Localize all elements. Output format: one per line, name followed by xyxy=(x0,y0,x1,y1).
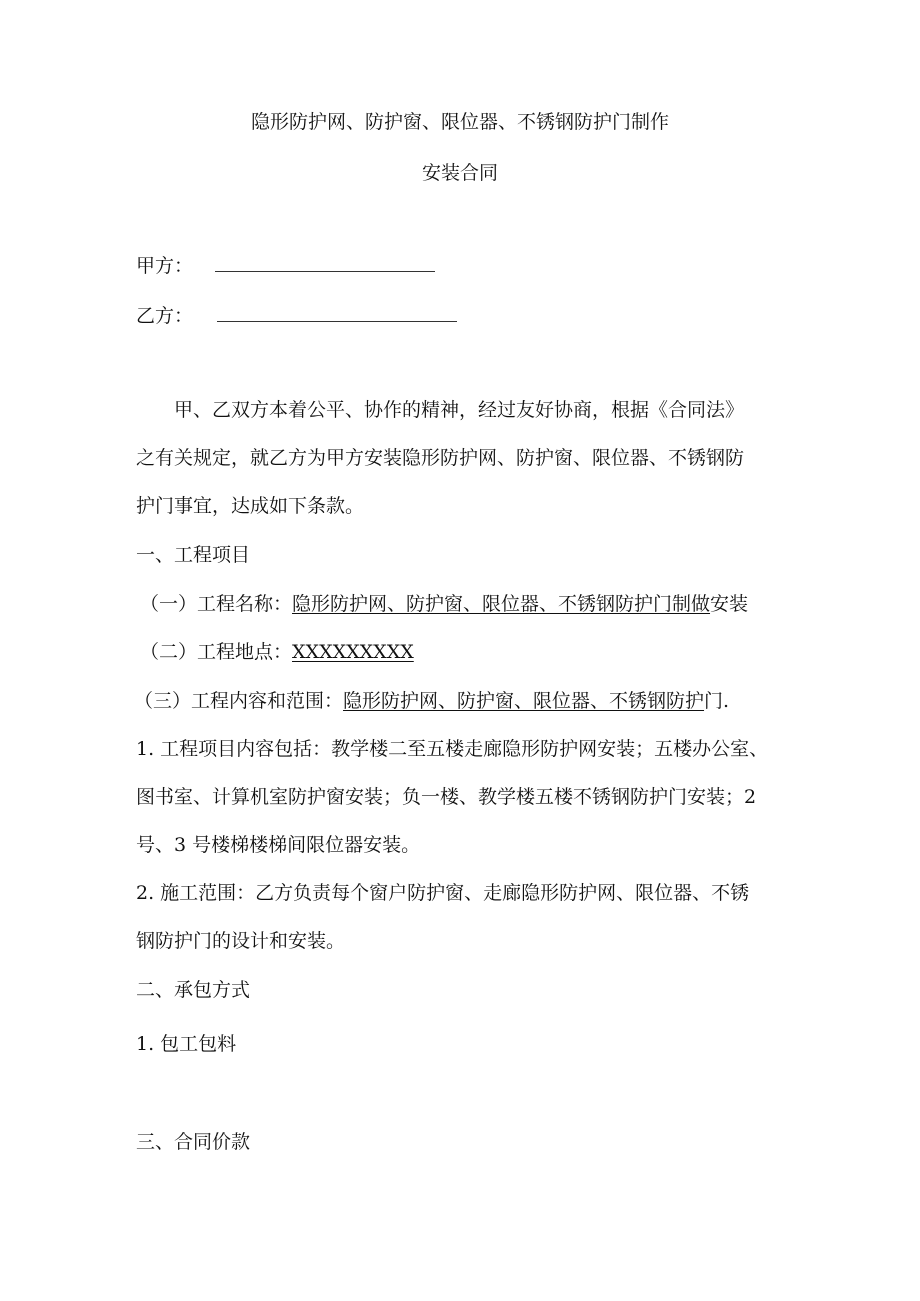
project-name-value: 隐形防护网、防护窗、限位器、不锈钢防护门制做 xyxy=(292,593,711,615)
section-3-heading: 三、合同价款 xyxy=(136,1131,251,1153)
project-scope-value: 隐形防护网、防护窗、限位器、不锈钢防护 xyxy=(343,690,705,712)
party-a-label: 甲方： xyxy=(136,255,194,277)
project-name-row xyxy=(140,592,748,616)
project-scope-label: （三）工程内容和范围： xyxy=(134,690,344,712)
intro-line3: 护门事宜，达成如下条款。 xyxy=(136,495,365,517)
party-b-label: 乙方： xyxy=(136,305,194,327)
intro-line2: 之有关规定，就乙方为甲方安装隐形防护网、防护窗、限位器、不锈钢防 xyxy=(136,447,745,469)
project-scope-row xyxy=(134,689,729,713)
scope-para-line1: 2. 施工范围：乙方负责每个窗户防护窗、走廊隐形防护网、限位器、不锈 xyxy=(136,882,750,904)
content-para-line3: 号、3 号楼梯楼梯间限位器安装。 xyxy=(136,834,421,856)
document-title-line2: 安装合同 xyxy=(421,162,498,184)
section-1-heading: 一、工程项目 xyxy=(136,544,251,566)
document-title-line1: 隐形防护网、防护窗、限位器、不锈钢防护门制作 xyxy=(250,111,669,133)
project-name-tail: 安装 xyxy=(710,593,749,615)
section-2-heading: 二、承包方式 xyxy=(136,979,251,1001)
party-b-row xyxy=(136,303,457,328)
project-location-row xyxy=(140,640,414,664)
project-scope-tail: 门. xyxy=(704,690,730,712)
party-b-blank[interactable] xyxy=(217,303,457,322)
content-para-line2: 图书室、计算机室防护窗安装；负一楼、教学楼五楼不锈钢防护门安装；2 xyxy=(136,786,757,808)
project-location-value: XXXXXXXXX xyxy=(292,641,414,663)
contract-mode-item: 1. 包工包料 xyxy=(136,1033,237,1055)
scope-para-line2: 钢防护门的设计和安装。 xyxy=(136,930,346,952)
project-name-label: （一）工程名称： xyxy=(140,593,293,615)
party-a-row xyxy=(136,253,435,278)
party-a-blank[interactable] xyxy=(215,253,435,272)
intro-line1: 甲、乙双方本着公平、协作的精神，经过友好协商，根据《合同法》 xyxy=(174,399,745,421)
content-para-line1: 1. 工程项目内容包括：教学楼二至五楼走廊隐形防护网安装；五楼办公室、 xyxy=(136,738,769,760)
project-location-label: （二）工程地点： xyxy=(140,641,293,663)
